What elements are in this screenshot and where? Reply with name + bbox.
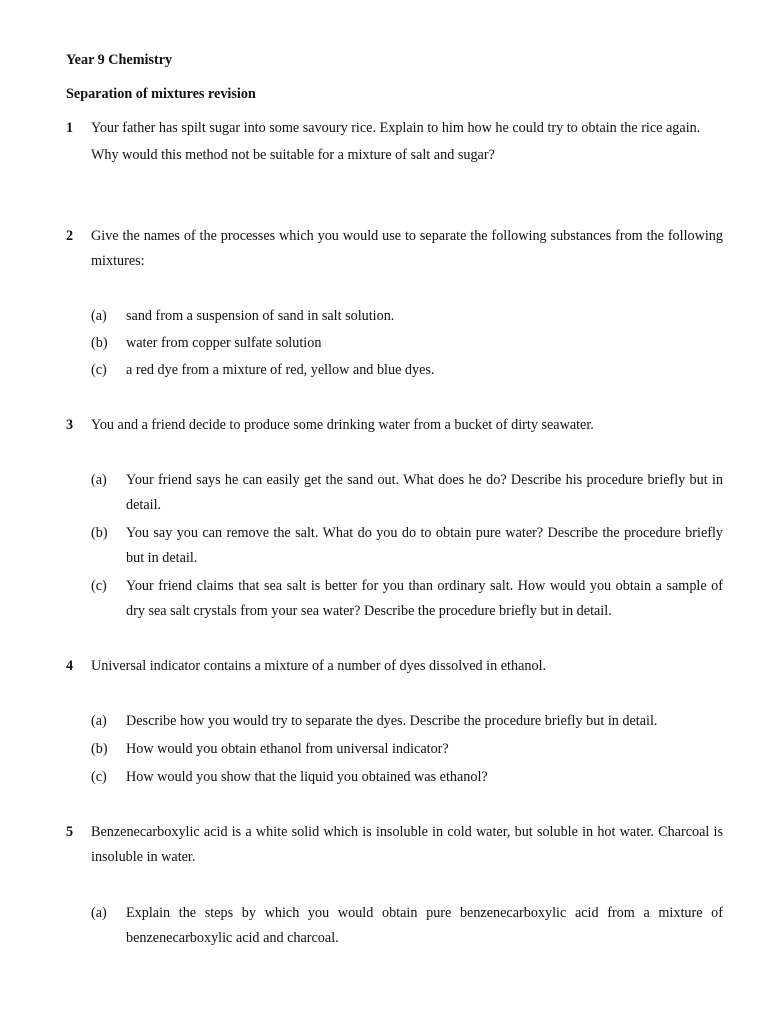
question-4-part-c — [91, 765, 723, 790]
question-number: 4 — [66, 658, 74, 674]
question-text: Give the names of the processes which you would use to separate the following substances from the following mixtures: — [91, 228, 723, 269]
part-text: Describe how you would try to separate the dyes. Describe the procedure briefly but in detail. — [126, 713, 658, 729]
question-1 — [66, 116, 723, 167]
question-text: Universal indicator contains a mixture of a number of dyes dissolved in ethanol. — [91, 658, 547, 674]
part-text: Your friend claims that sea salt is better for you than ordinary salt. How would you obtain a sample of dry sea salt crystals from your sea water? Describe the procedure briefly but in detail. — [126, 578, 723, 619]
worksheet-title: Separation of mixtures revision — [66, 86, 256, 102]
question-4-part-b — [91, 737, 723, 762]
part-label: (c) — [91, 578, 107, 594]
question-3 — [66, 413, 723, 438]
part-text: Explain the steps by which you would obtain pure benzenecarboxylic acid from a mixture of benzenecarboxylic acid and charcoal. — [126, 905, 723, 946]
question-number: 2 — [66, 228, 74, 244]
part-label: (c) — [91, 769, 107, 785]
part-text: You say you can remove the salt. What do you do to obtain pure water? Describe the procedure briefly but in detail. — [126, 525, 723, 566]
question-2-part-a — [91, 304, 723, 329]
question-number: 5 — [66, 824, 74, 840]
question-number: 1 — [66, 120, 74, 136]
part-label: (a) — [91, 472, 107, 488]
question-3-part-a — [91, 468, 723, 517]
part-text: a red dye from a mixture of red, yellow and blue dyes. — [126, 362, 435, 378]
part-text: water from copper sulfate solution — [126, 335, 322, 351]
question-number: 3 — [66, 417, 74, 433]
part-label: (b) — [91, 525, 108, 541]
part-label: (b) — [91, 741, 108, 757]
course-title: Year 9 Chemistry — [66, 52, 173, 68]
question-2-part-b — [91, 331, 723, 356]
question-followup: Why would this method not be suitable for a mixture of salt and sugar? — [91, 146, 495, 163]
part-text: sand from a suspension of sand in salt solution. — [126, 308, 395, 324]
question-text: Benzenecarboxylic acid is a white solid which is insoluble in cold water, but soluble in hot water. Charcoal is insoluble in water. — [91, 824, 723, 865]
question-4 — [66, 654, 723, 679]
part-label: (b) — [91, 335, 108, 351]
question-5-part-a — [91, 901, 723, 950]
question-2 — [66, 224, 723, 273]
part-label: (c) — [91, 362, 107, 378]
part-text: Your friend says he can easily get the sand out. What does he do? Describe his procedure briefly but in detail. — [126, 472, 723, 513]
part-text: How would you obtain ethanol from universal indicator? — [126, 741, 449, 757]
question-3-part-b — [91, 521, 723, 570]
question-2-part-c — [91, 358, 723, 383]
question-5 — [66, 820, 723, 869]
part-label: (a) — [91, 713, 107, 729]
question-4-part-a — [91, 709, 723, 734]
part-label: (a) — [91, 905, 107, 921]
question-text: You and a friend decide to produce some drinking water from a bucket of dirty seawater. — [91, 417, 594, 433]
part-label: (a) — [91, 308, 107, 324]
question-text: Your father has spilt sugar into some savoury rice. Explain to him how he could try to obtain the rice again. — [91, 120, 701, 136]
question-3-part-c — [91, 574, 723, 623]
part-text: How would you show that the liquid you obtained was ethanol? — [126, 769, 488, 785]
